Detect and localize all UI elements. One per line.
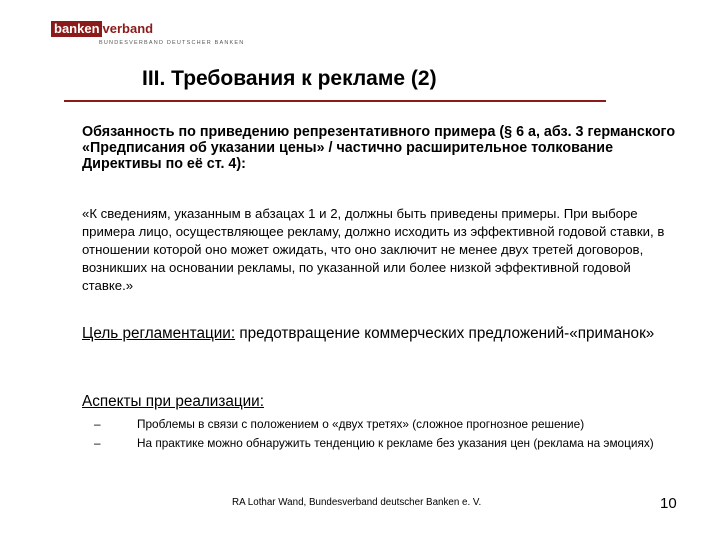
goal-paragraph <box>82 323 682 344</box>
list-item <box>94 435 674 451</box>
dash-bullet: – <box>94 436 101 450</box>
bankenverband-logo <box>51 21 281 51</box>
page-number: 10 <box>660 495 677 512</box>
list-item-text: Проблемы в связи с положением о «двух третях» (сложное прогнозное решение) <box>137 417 585 431</box>
title-underline <box>64 100 606 102</box>
duty-paragraph: Обязанность по приведению репрезентативного примера (§ 6 a, абз. 3 германского «Предписания об указании цены» / частично расширительное толкование Директивы по её ст. 4): <box>82 124 676 172</box>
list-item <box>94 416 674 432</box>
logo-brand-box: banken <box>51 21 102 37</box>
aspects-list <box>94 416 674 454</box>
quote-paragraph: «К сведениям, указанным в абзацах 1 и 2, должны быть приведены примеры. При выборе примера лицо, осуществляющее рекламу, должно исходить из эффективной годовой ставки, в отношении которой оно может ожидать, что оно заключит не менее двух третей договоров, возникших на основании рекламы, по указанной или более низкой эффективной годовой ставке.» <box>82 206 665 293</box>
slide-title: III. Требования к рекламе (2) <box>142 67 437 90</box>
goal-text: предотвращение коммерческих предложений-«приманок» <box>235 325 655 342</box>
logo-brand-word: verband <box>102 21 154 36</box>
footer-author: RA Lothar Wand, Bundesverband deutscher Banken e. V. <box>232 497 482 508</box>
aspects-heading: Аспекты при реализации: <box>82 393 264 410</box>
dash-bullet: – <box>94 417 101 431</box>
logo-subtitle: BUNDESVERBAND DEUTSCHER BANKEN <box>99 40 245 46</box>
goal-label: Цель регламентации: <box>82 325 236 342</box>
list-item-text: На практике можно обнаружить тенденцию к рекламе без указания цен (реклама на эмоциях) <box>137 436 654 450</box>
